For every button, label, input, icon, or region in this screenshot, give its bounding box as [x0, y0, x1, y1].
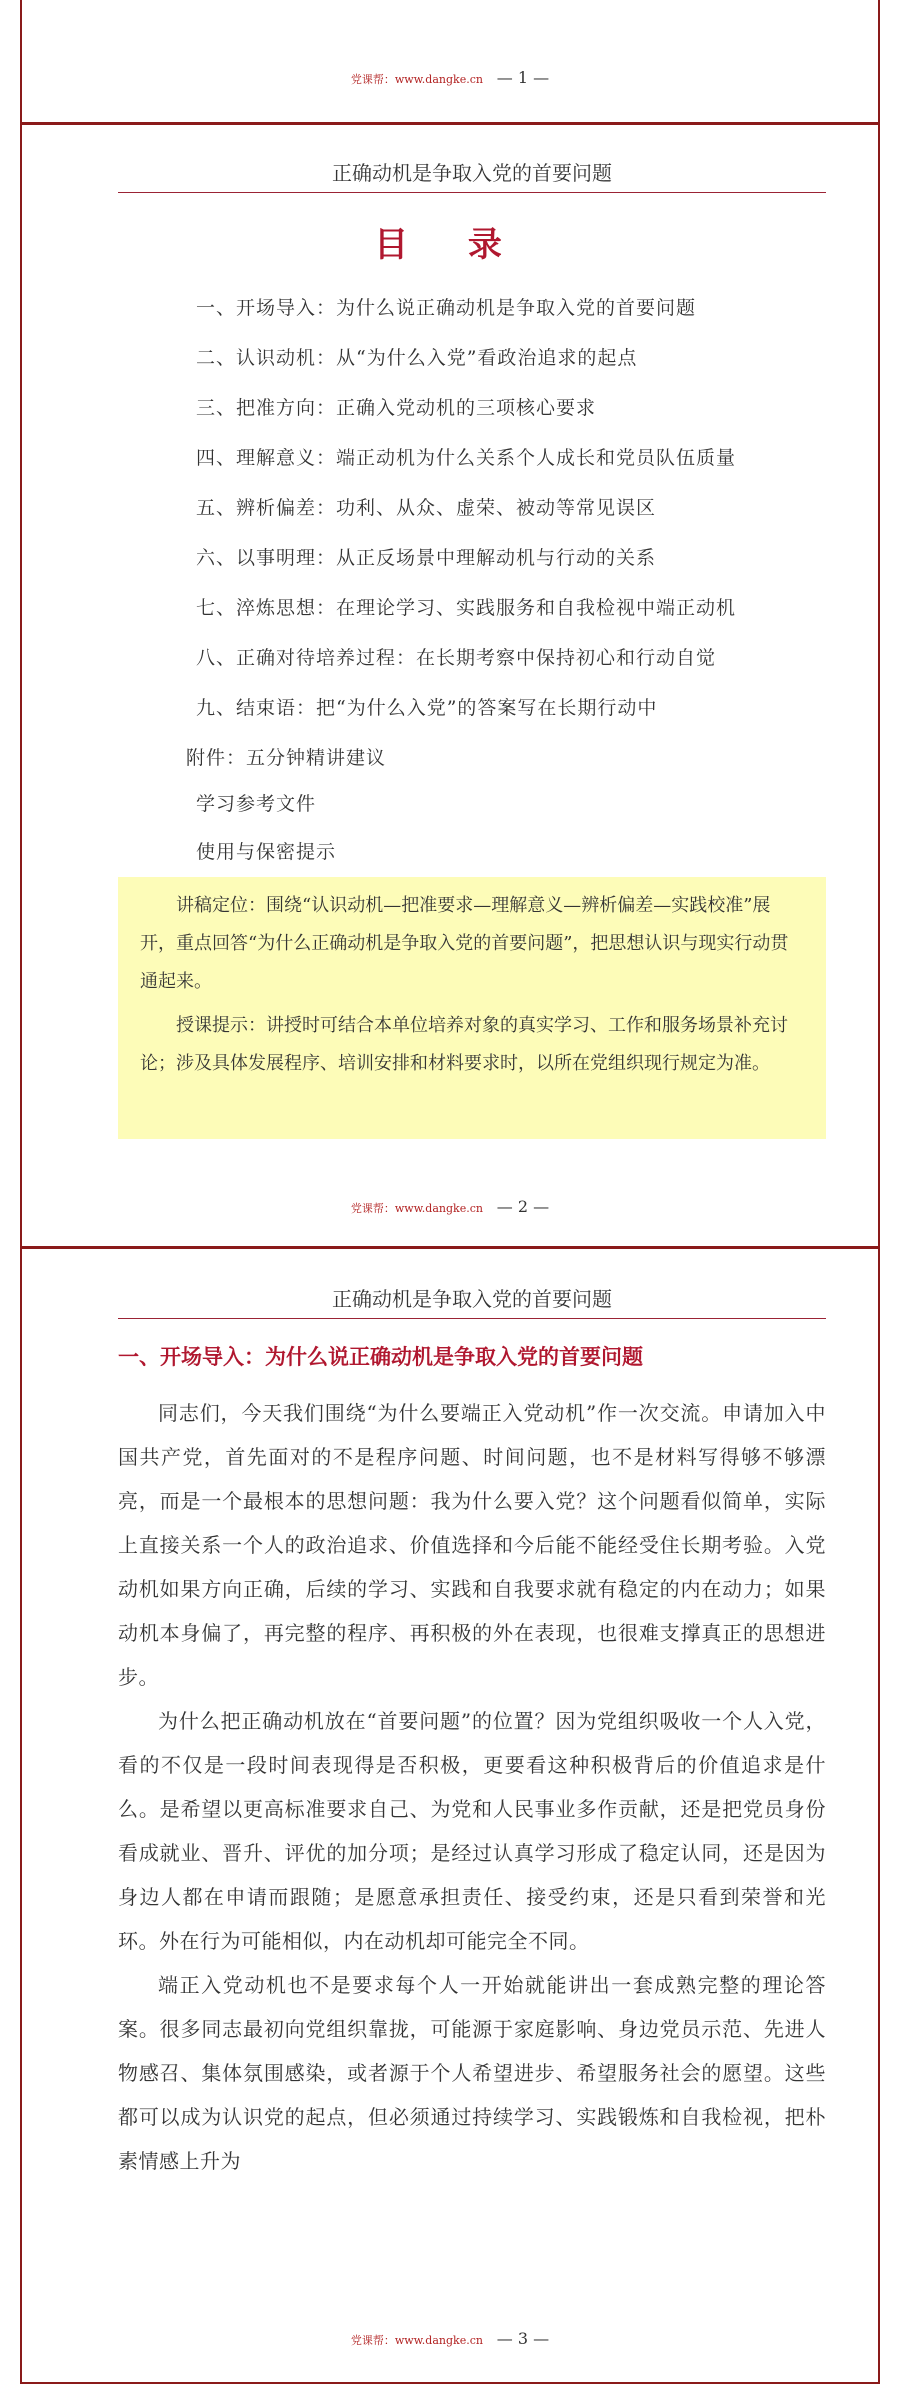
toc-item[interactable]: 七、淬炼思想：在理论学习、实践服务和自我检视中端正动机: [196, 597, 737, 619]
page-number: — 3 —: [496, 2329, 550, 2348]
page-number: — 2 —: [496, 1197, 550, 1216]
note-positioning: 讲稿定位：围绕“认识动机—把准要求—理解意义—辨析偏差—实践校准”展开，重点回答“为什么正确动机是争取入党的首要问题”，把思想认识与现实行动贯通起来。: [140, 895, 789, 992]
lecture-note-box: [118, 877, 826, 1139]
section-heading: 一、开场导入：为什么说正确动机是争取入党的首要问题: [118, 1345, 643, 1369]
toc-item[interactable]: 附件：五分钟精讲建议: [186, 747, 387, 769]
running-title: 正确动机是争取入党的首要问题: [118, 157, 826, 193]
toc-item[interactable]: 六、以事明理：从正反场景中理解动机与行动的关系: [196, 547, 657, 569]
toc-item[interactable]: 三、把准方向：正确入党动机的三项核心要求: [196, 397, 597, 419]
toc-item[interactable]: 四、理解意义：端正动机为什么关系个人成长和党员队伍质量: [196, 447, 737, 469]
toc-item[interactable]: 八、正确对待培养过程：在长期考察中保持初心和行动自觉: [196, 647, 717, 669]
toc-title: 目 录: [374, 225, 526, 265]
page-3: [20, 1249, 880, 2384]
page-2: [20, 125, 880, 1246]
page-footer: [22, 68, 878, 87]
toc-item[interactable]: 使用与保密提示: [196, 841, 337, 863]
page-1: [20, 0, 880, 122]
page-footer: [22, 2329, 878, 2348]
section-body: [118, 1391, 826, 2183]
toc-item[interactable]: 二、认识动机：从“为什么入党”看政治追求的起点: [196, 347, 638, 369]
body-paragraph: 端正入党动机也不是要求每个人一开始就能讲出一套成熟完整的理论答案。很多同志最初向党组织靠拢，可能源于家庭影响、身边党员示范、先进人物感召、集体氛围感染，或者源于个人希望进步、希望服务社会的愿望。这些都可以成为认识党的起点，但必须通过持续学习、实践锻炼和自我检视，把朴素情感上升为: [118, 1973, 826, 2173]
toc-item[interactable]: 一、开场导入：为什么说正确动机是争取入党的首要问题: [196, 297, 697, 319]
page-number: — 1 —: [496, 68, 550, 87]
toc-item[interactable]: 学习参考文件: [196, 793, 317, 815]
note-teaching-tips: 授课提示：讲授时可结合本单位培养对象的真实学习、工作和服务场景补充讨论；涉及具体发展程序、培训安排和材料要求时，以所在党组织现行规定为准。: [140, 1015, 788, 1074]
footer-site: 党课帮：www.dangke.cn: [350, 73, 483, 86]
toc-item[interactable]: 九、结束语：把“为什么入党”的答案写在长期行动中: [196, 697, 658, 719]
footer-site: 党课帮：www.dangke.cn: [350, 2334, 483, 2347]
page-footer: [22, 1197, 878, 1216]
body-paragraph: 为什么把正确动机放在“首要问题”的位置？因为党组织吸收一个人入党，看的不仅是一段时间表现得是否积极，更要看这种积极背后的价值追求是什么。是希望以更高标准要求自己、为党和人民事业多作贡献，还是把党员身份看成就业、晋升、评优的加分项；是经过认真学习形成了稳定认同，还是因为身边人都在申请而跟随；是愿意承担责任、接受约束，还是只看到荣誉和光环。外在行为可能相似，内在动机却可能完全不同。: [118, 1709, 826, 1953]
footer-site: 党课帮：www.dangke.cn: [350, 1202, 483, 1215]
body-paragraph: 同志们，今天我们围绕“为什么要端正入党动机”作一次交流。申请加入中国共产党，首先面对的不是程序问题、时间问题，也不是材料写得够不够漂亮，而是一个最根本的思想问题：我为什么要入党？这个问题看似简单，实际上直接关系一个人的政治追求、价值选择和今后能不能经受住长期考验。入党动机如果方向正确，后续的学习、实践和自我要求就有稳定的内在动力；如果动机本身偏了，再完整的程序、再积极的外在表现，也很难支撑真正的思想进步。: [118, 1401, 826, 1689]
running-title: 正确动机是争取入党的首要问题: [118, 1283, 826, 1319]
toc-item[interactable]: 五、辨析偏差：功利、从众、虚荣、被动等常见误区: [196, 497, 657, 519]
